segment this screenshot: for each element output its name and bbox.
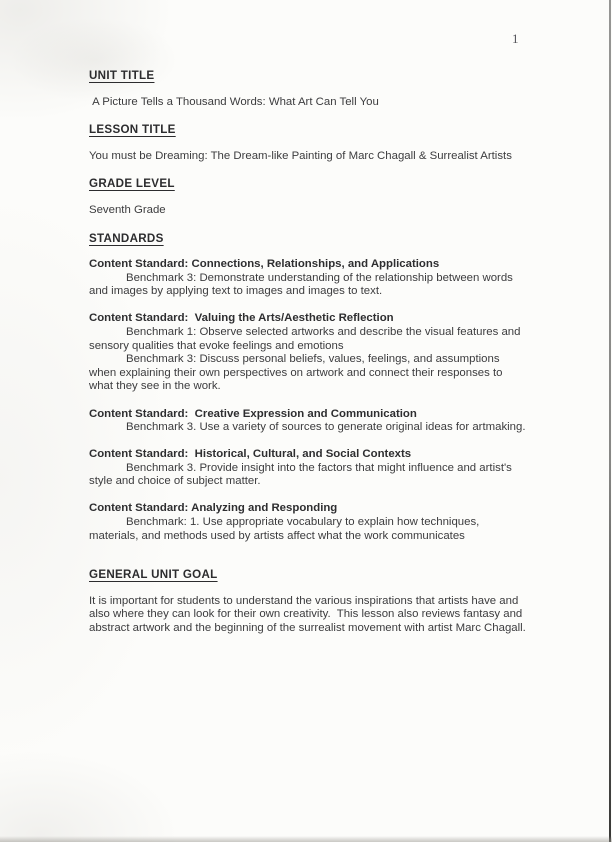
general-unit-goal-heading: GENERAL UNIT GOAL (89, 568, 218, 582)
standard-block (89, 312, 529, 394)
standard-block (89, 502, 529, 543)
document-content (89, 69, 529, 650)
general-unit-goal-text: It is important for students to understand the various inspirations that artists have and also where they can look for their own creativity. This lesson also reviews fantasy and abstract artwork and the beginning of the surrealist movement with artist Marc Chagall. (89, 594, 526, 635)
standard-benchmark: Benchmark 3. Use a variety of sources to generate original ideas for artmaking. (126, 421, 526, 434)
grade-level-text: Seventh Grade (89, 203, 166, 216)
scan-edge-right (609, 0, 611, 842)
standard-title: Content Standard: Connections, Relationships, and Applications (89, 258, 440, 271)
standard-benchmark: Benchmark 3: Discuss personal beliefs, values, feelings, and assumptions when explaining their own perspectives on artwork and connect their responses to what they see in the work. (89, 353, 506, 393)
lesson-title-text: You must be Dreaming: The Dream-like Painting of Marc Chagall & Surrealist Artists (89, 149, 512, 162)
standard-benchmark: Benchmark 3. Provide insight into the factors that might influence and artist's style and choice of subject matter. (89, 461, 516, 488)
grade-level-heading: GRADE LEVEL (89, 177, 175, 191)
standard-title: Content Standard: Analyzing and Responding (89, 502, 338, 515)
unit-title-text: A Picture Tells a Thousand Words: What Art Can Tell You (89, 95, 379, 108)
standard-title: Content Standard: Historical, Cultural, and Social Contexts (89, 448, 412, 461)
standard-title: Content Standard: Valuing the Arts/Aesthetic Reflection (89, 312, 394, 325)
scan-edge-bottom (0, 836, 612, 842)
standards-heading: STANDARDS (89, 231, 164, 245)
standard-benchmark: Benchmark: 1. Use appropriate vocabulary to explain how techniques, materials, and methods used by artists affect what the work communicates (89, 516, 483, 542)
lesson-title-heading: LESSON TITLE (89, 123, 176, 137)
page-number: 1 (512, 31, 519, 46)
standard-title: Content Standard: Creative Expression and Communication (89, 407, 417, 420)
standard-block (89, 448, 529, 489)
unit-title-heading: UNIT TITLE (89, 69, 155, 82)
standard-block (89, 408, 529, 435)
standard-benchmark: Benchmark 3: Demonstrate understanding of the relationship between words and images by applying text to images and images to text. (89, 271, 517, 298)
standard-benchmark: Benchmark 1: Observe selected artworks and describe the visual features and sensory qualities that evoke feelings and emotions (89, 326, 524, 352)
standard-block (89, 258, 529, 299)
